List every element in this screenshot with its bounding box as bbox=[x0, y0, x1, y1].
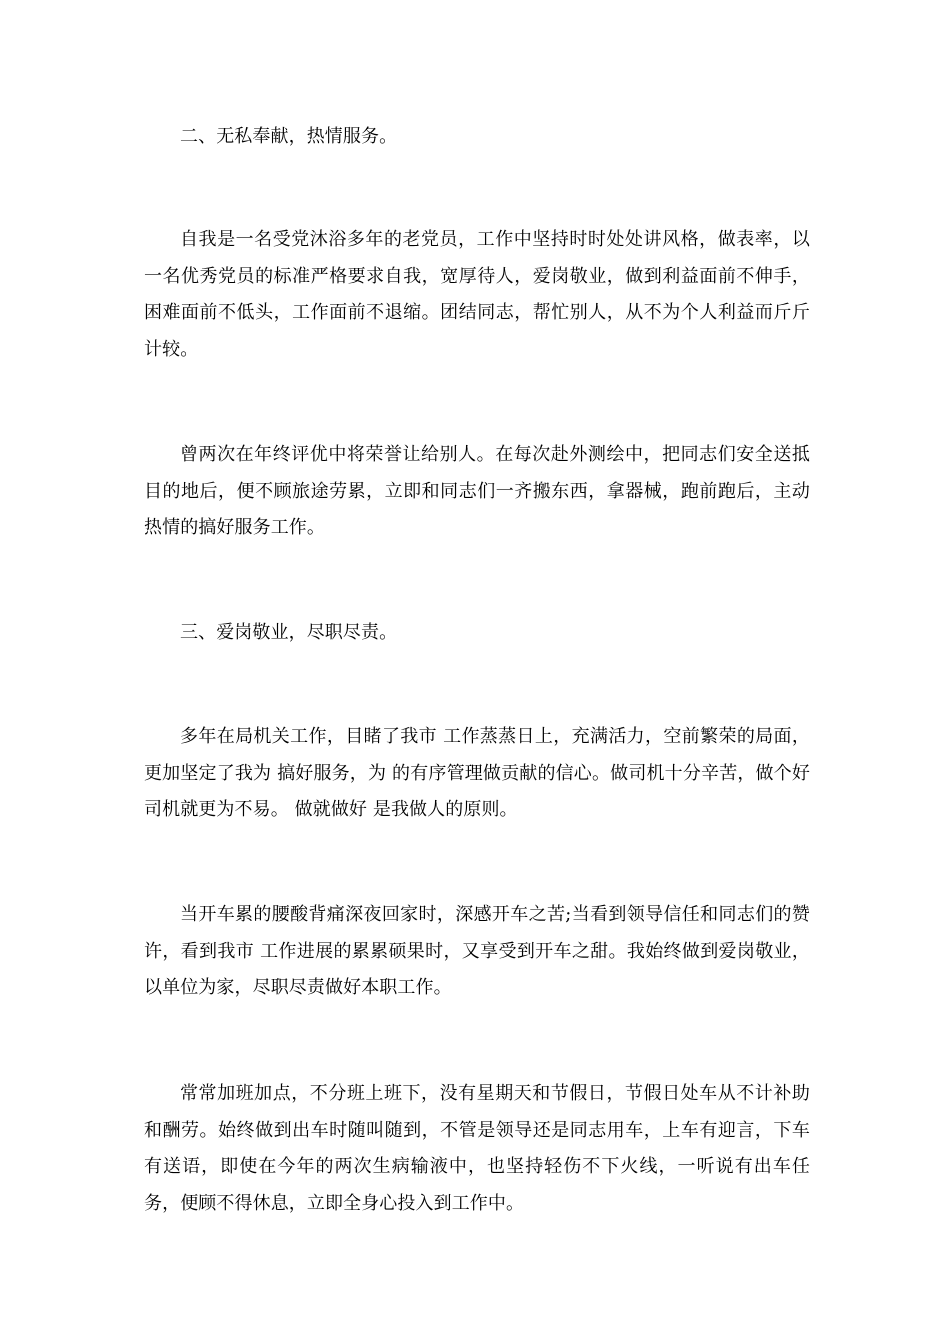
paragraph-honor: 曾两次在年终评优中将荣誉让给别人。在每次赴外测绘中，把同志们安全送抵目的地后，便不顾旅途劳累，立即和同志们一齐搬东西，拿器械，跑前跑后，主动热情的搞好服务工作。 bbox=[144, 444, 810, 538]
section-heading-2: 二、无私奉献，热情服务。 bbox=[180, 126, 398, 147]
paragraph-driving: 当开车累的腰酸背痛深夜回家时，深感开车之苦;当看到领导信任和同志们的赞许，看到我市 工作进展的累累硕果时，又享受到开车之甜。我始终做到爱岗敬业，以单位为家，尽职尽责做好本职工作。 bbox=[144, 904, 810, 998]
paragraph-bureau-work: 多年在局机关工作，目睹了我市 工作蒸蒸日上，充满活力，空前繁荣的局面，更加坚定了我为 搞好服务，为 的有序管理做贡献的信心。做司机十分辛苦，做个好司机就更为不易。 做就做好 是我做人的原则。 bbox=[144, 726, 810, 820]
paragraph-party-member: 自我是一名受党沐浴多年的老党员，工作中坚持时时处处讲风格，做表率，以一名优秀党员的标准严格要求自我，宽厚待人，爱岗敬业，做到利益面前不伸手，困难面前不低头，工作面前不退缩。团结同志，帮忙别人，从不为个人利益而斤斤计较。 bbox=[144, 229, 810, 360]
paragraph-overtime: 常常加班加点，不分班上班下，没有星期天和节假日，节假日处车从不计补助和酬劳。始终做到出车时随叫随到，不管是领导还是同志用车，上车有迎言，下车有送语，即使在今年的两次生病输液中，也坚持轻伤不下火线，一听说有出车任务，便顾不得休息，立即全身心投入到工作中。 bbox=[144, 1083, 810, 1214]
section-heading-3: 三、爱岗敬业，尽职尽责。 bbox=[180, 622, 398, 643]
